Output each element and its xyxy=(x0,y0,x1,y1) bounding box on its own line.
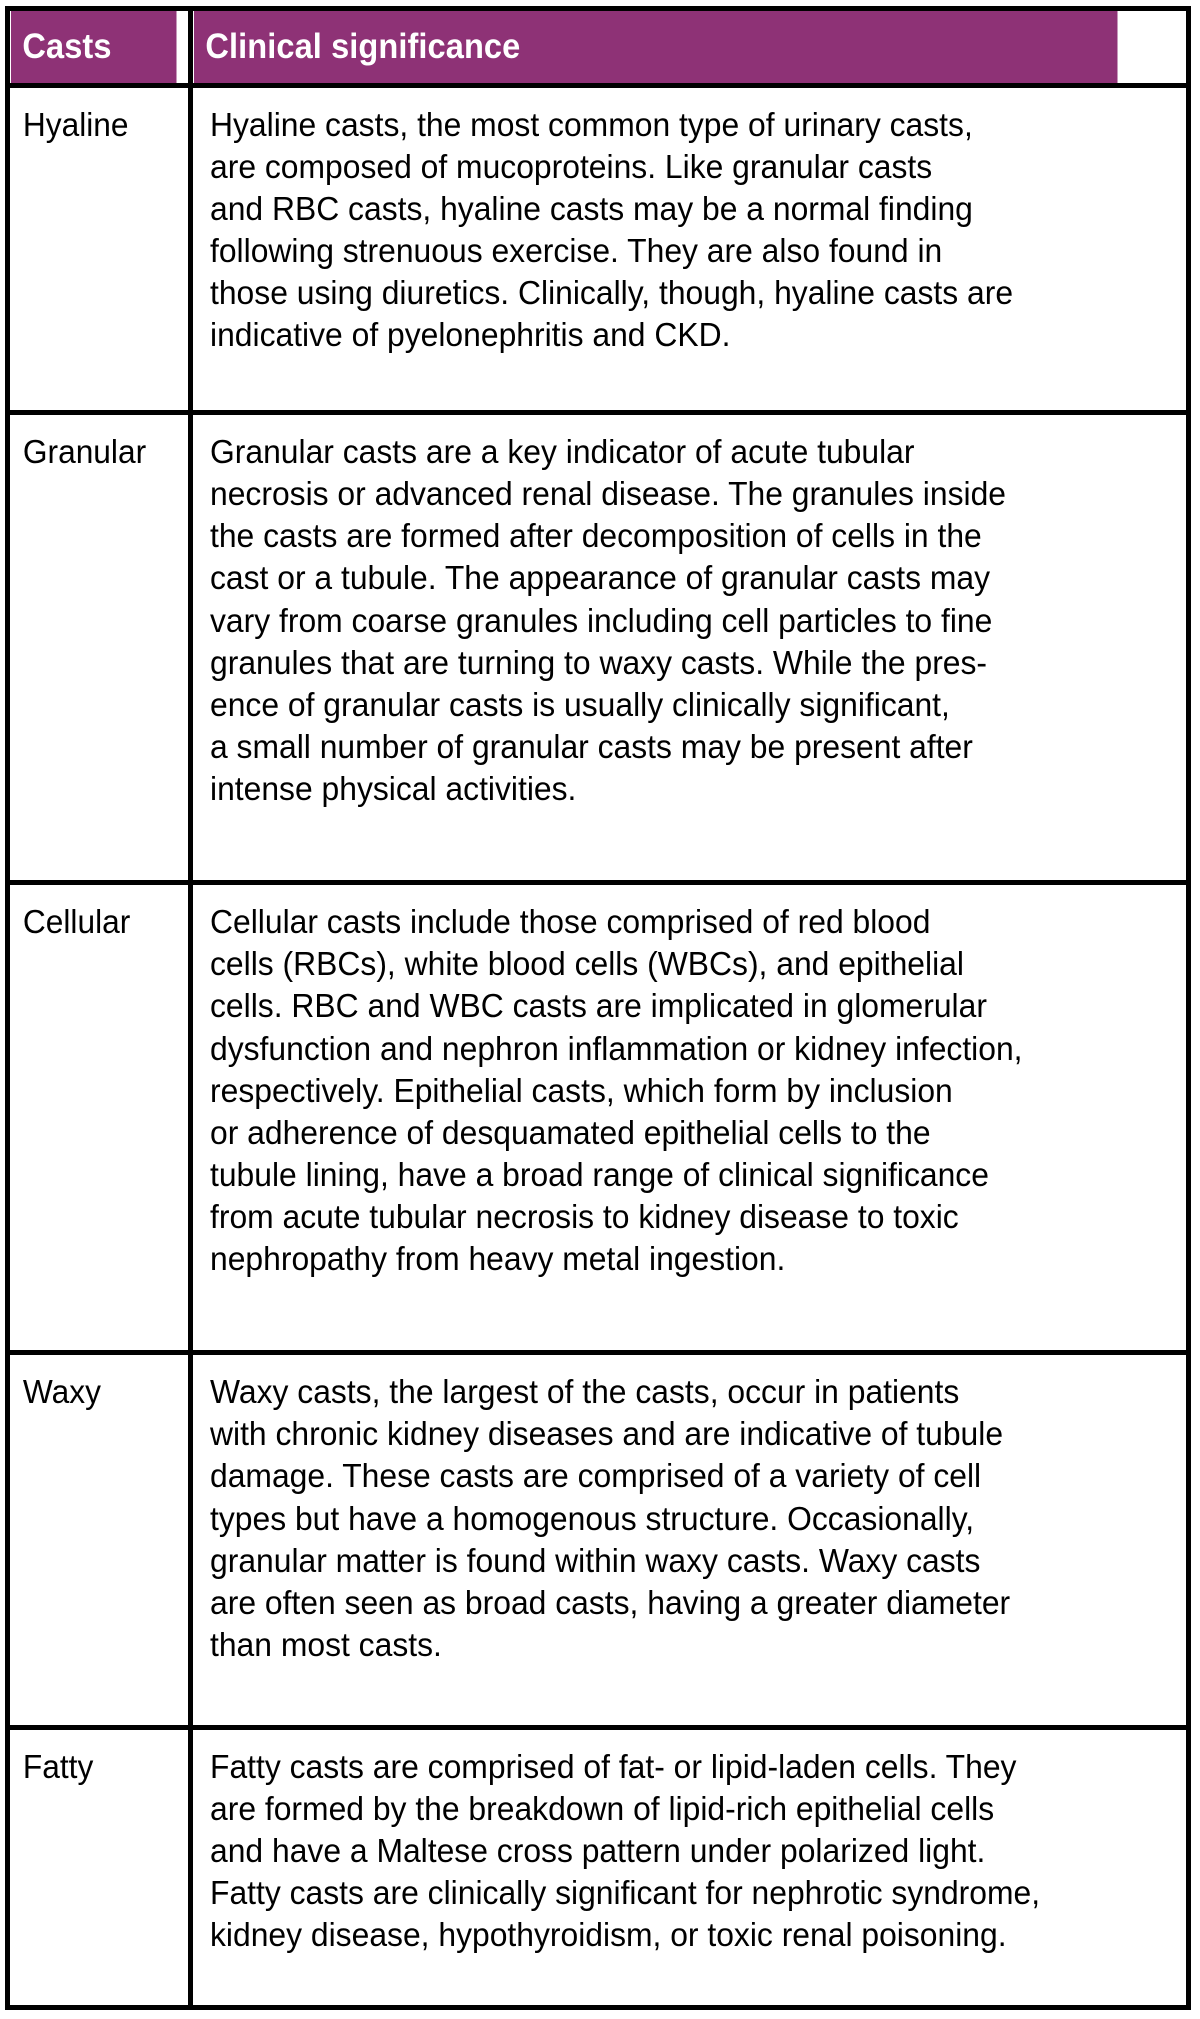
table-row xyxy=(8,1728,1189,2008)
significance-line: those using diuretics. Clinically, though, hyaline casts are xyxy=(210,274,1014,312)
significance-line: damage. These casts are comprised of a variety of cell xyxy=(210,1457,982,1495)
significance-line: or adherence of desquamated epithelial cells to the xyxy=(210,1113,931,1151)
significance-line: necrosis or advanced renal disease. The granules inside xyxy=(210,475,1007,513)
significance-line: intense physical activities. xyxy=(210,769,577,807)
significance-line: ence of granular casts is usually clinically significant, xyxy=(210,685,950,723)
significance-line: the casts are formed after decomposition of cells in the xyxy=(210,517,982,555)
cast-type-cell: Fatty xyxy=(8,1728,184,2008)
significance-line: are composed of mucoproteins. Like granular casts xyxy=(210,148,933,186)
significance-line: following strenuous exercise. They are also found in xyxy=(210,232,943,270)
significance-line: Granular casts are a key indicator of acute tubular xyxy=(210,433,915,471)
table-row xyxy=(8,883,1189,1353)
significance-line: are formed by the breakdown of lipid-rich epithelial cells xyxy=(210,1790,995,1828)
significance-line: tubule lining, have a broad range of clinical significance xyxy=(210,1155,989,1193)
significance-line: cast or a tubule. The appearance of granular casts may xyxy=(210,559,991,597)
significance-line: dysfunction and nephron inflammation or kidney infection, xyxy=(210,1029,1023,1067)
clinical-significance-cell xyxy=(191,1728,1189,2008)
urinary-casts-table xyxy=(5,6,1191,2010)
significance-line: respectively. Epithelial casts, which form by inclusion xyxy=(210,1071,953,1109)
significance-line: cells (RBCs), white blood cells (WBCs), and epithelial xyxy=(210,945,964,983)
cast-type-cell: Cellular xyxy=(8,883,184,1353)
clinical-significance-cell xyxy=(191,86,1189,413)
significance-line: granular matter is found within waxy casts. Waxy casts xyxy=(210,1541,981,1579)
cast-type-cell: Hyaline xyxy=(8,86,184,413)
table-row xyxy=(8,413,1189,883)
significance-line: Waxy casts, the largest of the casts, occur in patients xyxy=(210,1373,960,1411)
significance-line: are often seen as broad casts, having a greater diameter xyxy=(210,1583,1011,1621)
significance-line: Fatty casts are clinically significant for nephrotic syndrome, xyxy=(210,1874,1041,1912)
significance-line: indicative of pyelonephritis and CKD. xyxy=(210,316,731,354)
significance-line: types but have a homogenous structure. Occasionally, xyxy=(210,1499,975,1537)
column-header-clinical-significance: Clinical significance xyxy=(191,9,1119,86)
table-row xyxy=(8,1353,1189,1728)
significance-line: vary from coarse granules including cell particles to fine xyxy=(210,601,993,639)
header-row xyxy=(8,9,1189,86)
significance-line: nephropathy from heavy metal ingestion. xyxy=(210,1239,786,1277)
significance-line: kidney disease, hypothyroidism, or toxic renal poisoning. xyxy=(210,1916,1007,1954)
table-header xyxy=(8,9,1189,86)
clinical-significance-cell xyxy=(191,883,1189,1353)
significance-line: a small number of granular casts may be present after xyxy=(210,727,973,765)
cast-type-cell: Granular xyxy=(8,413,184,883)
significance-line: Hyaline casts, the most common type of urinary casts, xyxy=(210,106,973,143)
clinical-significance-cell xyxy=(191,1353,1189,1728)
significance-line: and RBC casts, hyaline casts may be a normal finding xyxy=(210,190,973,228)
significance-line: from acute tubular necrosis to kidney disease to toxic xyxy=(210,1197,959,1235)
significance-line: cells. RBC and WBC casts are implicated in glomerular xyxy=(210,987,987,1025)
significance-line: Cellular casts include those comprised of red blood xyxy=(210,903,931,941)
table-row xyxy=(8,86,1189,413)
clinical-significance-cell xyxy=(191,413,1189,883)
significance-line: with chronic kidney diseases and are indicative of tubule xyxy=(210,1415,1004,1453)
significance-line: granules that are turning to waxy casts. While the pres- xyxy=(210,643,988,681)
significance-line: Fatty casts are comprised of fat- or lipid-laden cells. They xyxy=(210,1748,1017,1786)
significance-line: than most casts. xyxy=(210,1625,442,1663)
cast-type-cell: Waxy xyxy=(8,1353,184,1728)
significance-line: and have a Maltese cross pattern under polarized light. xyxy=(210,1832,986,1870)
table-body xyxy=(8,86,1189,2008)
column-header-casts: Casts xyxy=(8,9,178,86)
